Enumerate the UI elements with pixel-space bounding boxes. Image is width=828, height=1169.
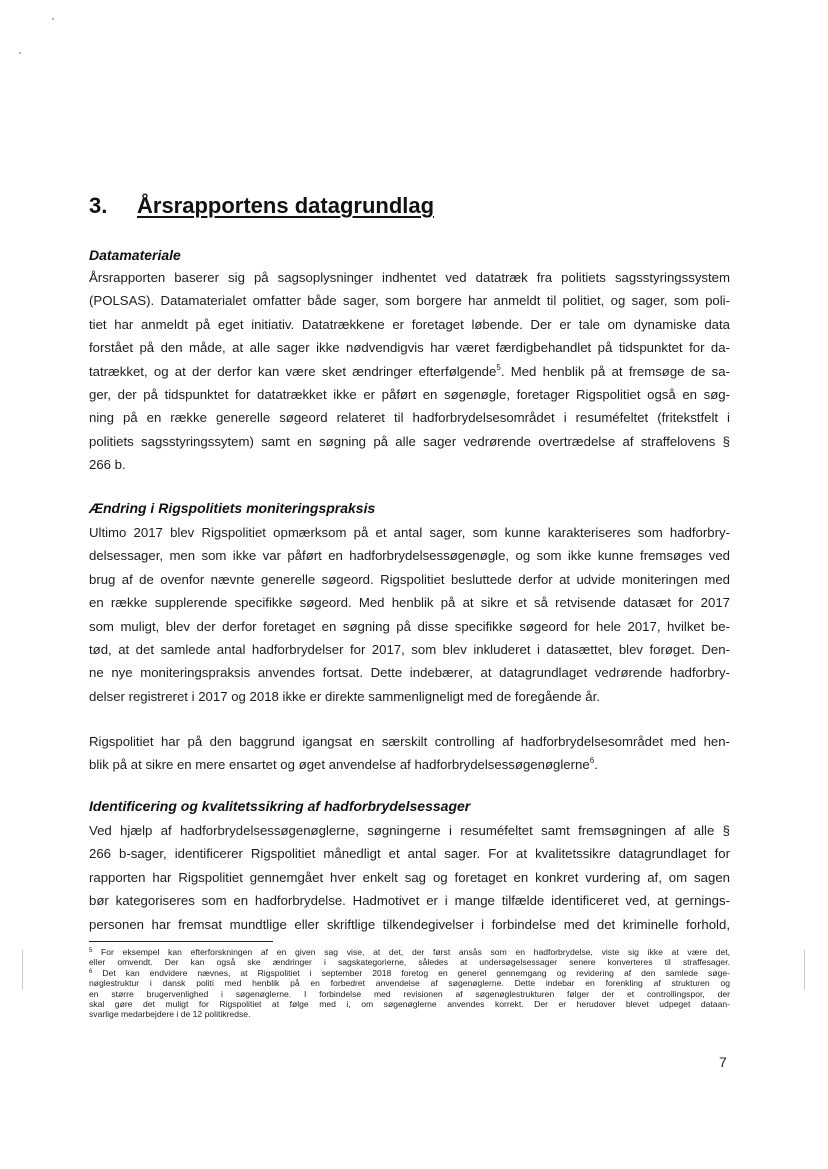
text-line: brug af de ovenfor nævnte generelle søgeord. Rigspolitiet besluttede derfor at udvide moniteringen med (89, 571, 730, 587)
section-heading: Ændring i Rigspolitiets moniteringspraksis (89, 500, 376, 516)
chapter-number: 3. (89, 193, 108, 218)
text-line: Rigspolitiet har på den baggrund igangsat en særskilt controlling af hadforbrydelsesområdet med hen- (89, 734, 730, 749)
text-line: delsessager, men som ikke var påført en hadforbrydelsessøgenøgle, og som ikke kunne fremsøges ved (89, 548, 730, 564)
chapter-heading (89, 193, 434, 219)
paragraph (89, 819, 730, 936)
section-heading: Datamateriale (89, 247, 181, 263)
footnote-line: svarlige medarbejdere i de 12 politikredse. (89, 1009, 251, 1020)
text-line: blik på at sikre en mere ensartet og øget anvendelse af hadforbrydelsessøgenøglerne$^6$. (89, 756, 598, 773)
text-line: tiet har anmeldt på eget initiativ. Datatrækkene er foretaget løbende. Der er tale om dynamiske data (89, 316, 730, 332)
text-line: politiets sagsstyringssytem) samt en søgning på alle sager vedrørende overtrædelse af straffelovens § (89, 433, 730, 449)
footnote-divider (89, 941, 273, 942)
text-line: tød, at det samlede antal hadforbrydelser for 2017, som blev inkluderet i datasættet, blev forøget. Den- (89, 641, 730, 657)
text-line: ning på en række generelle søgeord relateret til hadforbrydelsesområdet i resuméfeltet (fritekstfelt i (89, 410, 730, 426)
footnote-line: $^6$ Det kan endvidere nævnes, at Rigspolitiet i september 2018 foretog en generel gennemgang og revidering af den samlede søge- (89, 967, 730, 978)
footnote-line: $^5$ For eksempel kan efterforskningen af en given sag vise, at det, der først ansås som en hadforbrydelse, viste sig ikke at være det, (89, 947, 730, 957)
footnote-line: skal gøre det muligt for Rigspolitiet at følge med i, om søgenøglerne anvendes korrekt. Der er herudover blevet udpeget dataan- (89, 998, 730, 1009)
paragraph (89, 730, 730, 777)
text-line: rapporten har Rigspolitiet gennemgået hver enkelt sag og foretaget en konkret vurdering af, om sagen (89, 869, 730, 885)
text-line: 266 b. (89, 457, 126, 473)
text-line: ger, der på tidspunktet for datatrækket ikke er påført en søgenøgle, foretager Rigspolitiet også en søg- (89, 386, 730, 402)
text-line: forstået på den måde, at alle sager ikke nødvendigvis har været færdigbehandlet på tidspunktet for da- (89, 340, 730, 356)
paragraph (89, 266, 730, 477)
chapter-title: Årsrapportens datagrundlag (137, 193, 435, 218)
text-line: en række supplerende specifikke søgeord. Med henblik på at sikre et så retvisende datasæt for 2017 (89, 595, 730, 611)
text-line: Ultimo 2017 blev Rigspolitiet opmærksom på et antal sager, som kunne karakteriseres som hadforbry- (89, 525, 730, 540)
text-line: Ved hjælp af hadforbrydelsessøgenøglerne, søgningerne i resuméfeltet samt fremsøgningen af alle § (89, 823, 730, 838)
footnotes (89, 947, 730, 1020)
text-line: 266 b-sager, identificerer Rigspolitiet månedligt et antal sager. For at kvalitetssikre datagrundlaget for (89, 846, 730, 862)
footnote-line: eller omvendt. Der kan også ske ændringer i sagskategorierne, således at undersøgelsessager senere konverteres til straffesager. (89, 957, 730, 968)
paragraph (89, 521, 730, 708)
text-line: Årsrapporten baserer sig på sagsoplysninger indhentet ved datatræk fra politiets sagsstyringssystem (89, 270, 730, 285)
scan-edge-mark (804, 950, 805, 990)
text-line: delser registreret i 2017 og 2018 ikke er direkte sammenligneligt med de foregående år. (89, 688, 600, 704)
text-line: tatrækket, og at der derfor kan være sket ændringer efterfølgende$^5$. Med henblik på at fremsøge de sa- (89, 362, 731, 379)
footnote-line: nøglestruktur i dansk politi med henblik på en forbedret anvendelse af søgenøglerne. Dette indebar en forenkling af strukturen og (89, 978, 730, 989)
text-line: ne nye moniteringspraksis anvendes fortsat. Dette indebærer, at datagrundlaget vedrørende hadforbry- (89, 665, 730, 681)
section-heading: Identificering og kvalitetssikring af hadforbrydelsessager (89, 798, 471, 814)
footnote-line: en større brugervenlighed i søgenøglerne. I forbindelse med revisionen af søgenøglestrukturen følger der et controllingspor, der (89, 988, 730, 999)
text-line: personen har fremsat mundtlige eller skriftlige tilkendegivelser i forbindelse med det kriminelle forhold, (89, 916, 730, 932)
text-line: bør kategoriseres som en hadforbrydelse. Hadmotivet er i mange tilfælde identificeret ved, at gernings- (89, 893, 730, 909)
text-line: (POLSAS). Datamaterialet omfatter både sager, som borgere har anmeldt til politiet, og sager, som poli- (89, 293, 730, 309)
scan-speck (19, 52, 21, 54)
scan-edge-mark (22, 950, 23, 990)
text-line: som muligt, blev der derfor foretaget en søgning på disse specifikke søgeord for hele 2017, hvilket be- (89, 618, 730, 634)
scan-speck (52, 18, 54, 20)
page-number: 7 (719, 1054, 727, 1070)
